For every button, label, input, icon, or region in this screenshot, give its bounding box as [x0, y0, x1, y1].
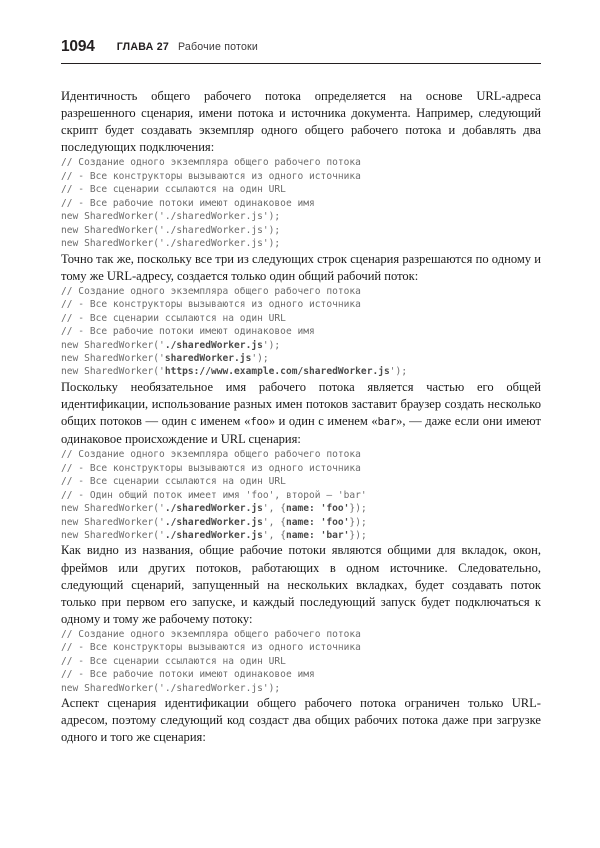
code-line: // - Все сценарии ссылаются на один URL [61, 184, 286, 196]
code-block-1 [61, 156, 541, 250]
page-content [61, 38, 541, 746]
code-line: new SharedWorker('./sharedWorker.js'); [61, 211, 281, 223]
code-line: new SharedWorker('https://www.example.com/sharedWorker.js'); [61, 366, 408, 378]
code-line: new SharedWorker('./sharedWorker.js'); [61, 339, 281, 351]
code-line: // - Все рабочие потоки имеют одинаковое имя [61, 197, 315, 209]
code-line: new SharedWorker('./sharedWorker.js', {name: 'foo'}); [61, 503, 367, 515]
paragraph-1: Идентичность общего рабочего потока определяется на основе URL-адреса разрешенного сценария, имени потока и источника документа. Например, следующий скрипт будет создавать экземпляр одного общего рабочего потока и добавлять два последующих подключения: [61, 89, 541, 155]
running-head [61, 38, 541, 64]
code-emphasis: ./sharedWorker.js [164, 516, 263, 528]
paragraph-3-text-b: » и один с именем « [268, 414, 378, 429]
code-emphasis: name: 'foo' [285, 503, 350, 515]
code-emphasis: ./sharedWorker.js [164, 503, 263, 515]
code-line: new SharedWorker('sharedWorker.js'); [61, 353, 269, 364]
inline-code-bar: bar [377, 416, 397, 429]
code-line: new SharedWorker('./sharedWorker.js'); [61, 682, 281, 694]
code-line: // - Все рабочие потоки имеют одинаковое имя [61, 669, 315, 681]
code-line: // - Все конструкторы вызываются из одного источника [61, 642, 361, 654]
code-line: // Создание одного экземпляра общего рабочего потока [61, 157, 361, 169]
paragraph-2: Точно так же, поскольку все три из следующих строк сценария разрешаются по одному и тому же URL-адресу, создается только один общий рабочий поток: [61, 251, 541, 283]
code-line: // - Все сценарии ссылаются на один URL [61, 476, 286, 488]
code-line: // Создание одного экземпляра общего рабочего потока [61, 285, 361, 297]
code-line: // - Все конструкторы вызываются из одного источника [61, 462, 361, 474]
code-line: // Создание одного экземпляра общего рабочего потока [61, 449, 361, 461]
code-line: new SharedWorker('./sharedWorker.js', {name: 'bar'}); [61, 530, 367, 541]
code-line: // - Все конструкторы вызываются из одного источника [61, 299, 361, 311]
page-folio: 1094 [61, 38, 95, 55]
code-line: // - Все рабочие потоки имеют одинаковое имя [61, 326, 315, 338]
paragraph-3-text-c: », — даже если они имеют одинаковое происхождение и URL сценария: [61, 414, 541, 447]
code-emphasis: https://www.example.com/sharedWorker.js [164, 366, 390, 378]
chapter-title: Рабочие потоки [178, 41, 258, 53]
inline-code-foo: foo [250, 416, 269, 429]
code-line: // Создание одного экземпляра общего рабочего потока [61, 628, 361, 640]
code-emphasis: name: 'foo' [285, 516, 350, 528]
code-block-4 [61, 628, 541, 695]
code-line: new SharedWorker('./sharedWorker.js'); [61, 238, 281, 250]
code-emphasis: ./sharedWorker.js [164, 339, 263, 351]
code-line: // - Все конструкторы вызываются из одного источника [61, 170, 361, 182]
code-line: // - Один общий поток имеет имя 'foo', второй — 'bar' [61, 489, 367, 501]
code-line: // - Все сценарии ссылаются на один URL [61, 312, 286, 324]
code-line: // - Все сценарии ссылаются на один URL [61, 655, 286, 667]
chapter-label: ГЛАВА 27 [116, 41, 170, 53]
code-line: new SharedWorker('./sharedWorker.js'); [61, 224, 281, 236]
code-block-2 [61, 285, 541, 379]
paragraph-3 [61, 379, 541, 448]
code-block-3 [61, 448, 541, 542]
paragraph-5: Аспект сценария идентификации общего рабочего потока ограничен только URL-адресом, поэтому следующий код создаст два общих рабочих потока даже при загрузке одного и того же сценария: [61, 696, 541, 745]
code-emphasis: name: 'bar' [285, 530, 350, 541]
paragraph-4: Как видно из названия, общие рабочие потоки являются общими для вкладок, окон, фреймов или других потоков, работающих в одном источнике. Следовательно, следующий сценарий, запущенный на нескольких вкладках, будет создавать поток только при первом его запуске, и каждый последующий запуск будет подключаться к одному и тому же рабочему потоку: [61, 543, 541, 626]
code-emphasis: ./sharedWorker.js [164, 530, 263, 541]
paragraph-3-text-a: Поскольку необязательное имя рабочего потока является частью его общей идентификации, использование разных имен потоков заставит браузер создать несколько общих потоков — один с именем « [61, 379, 541, 429]
code-line: new SharedWorker('./sharedWorker.js', {name: 'foo'}); [61, 516, 367, 528]
code-emphasis: sharedWorker.js [164, 353, 252, 364]
body-text [61, 88, 541, 746]
